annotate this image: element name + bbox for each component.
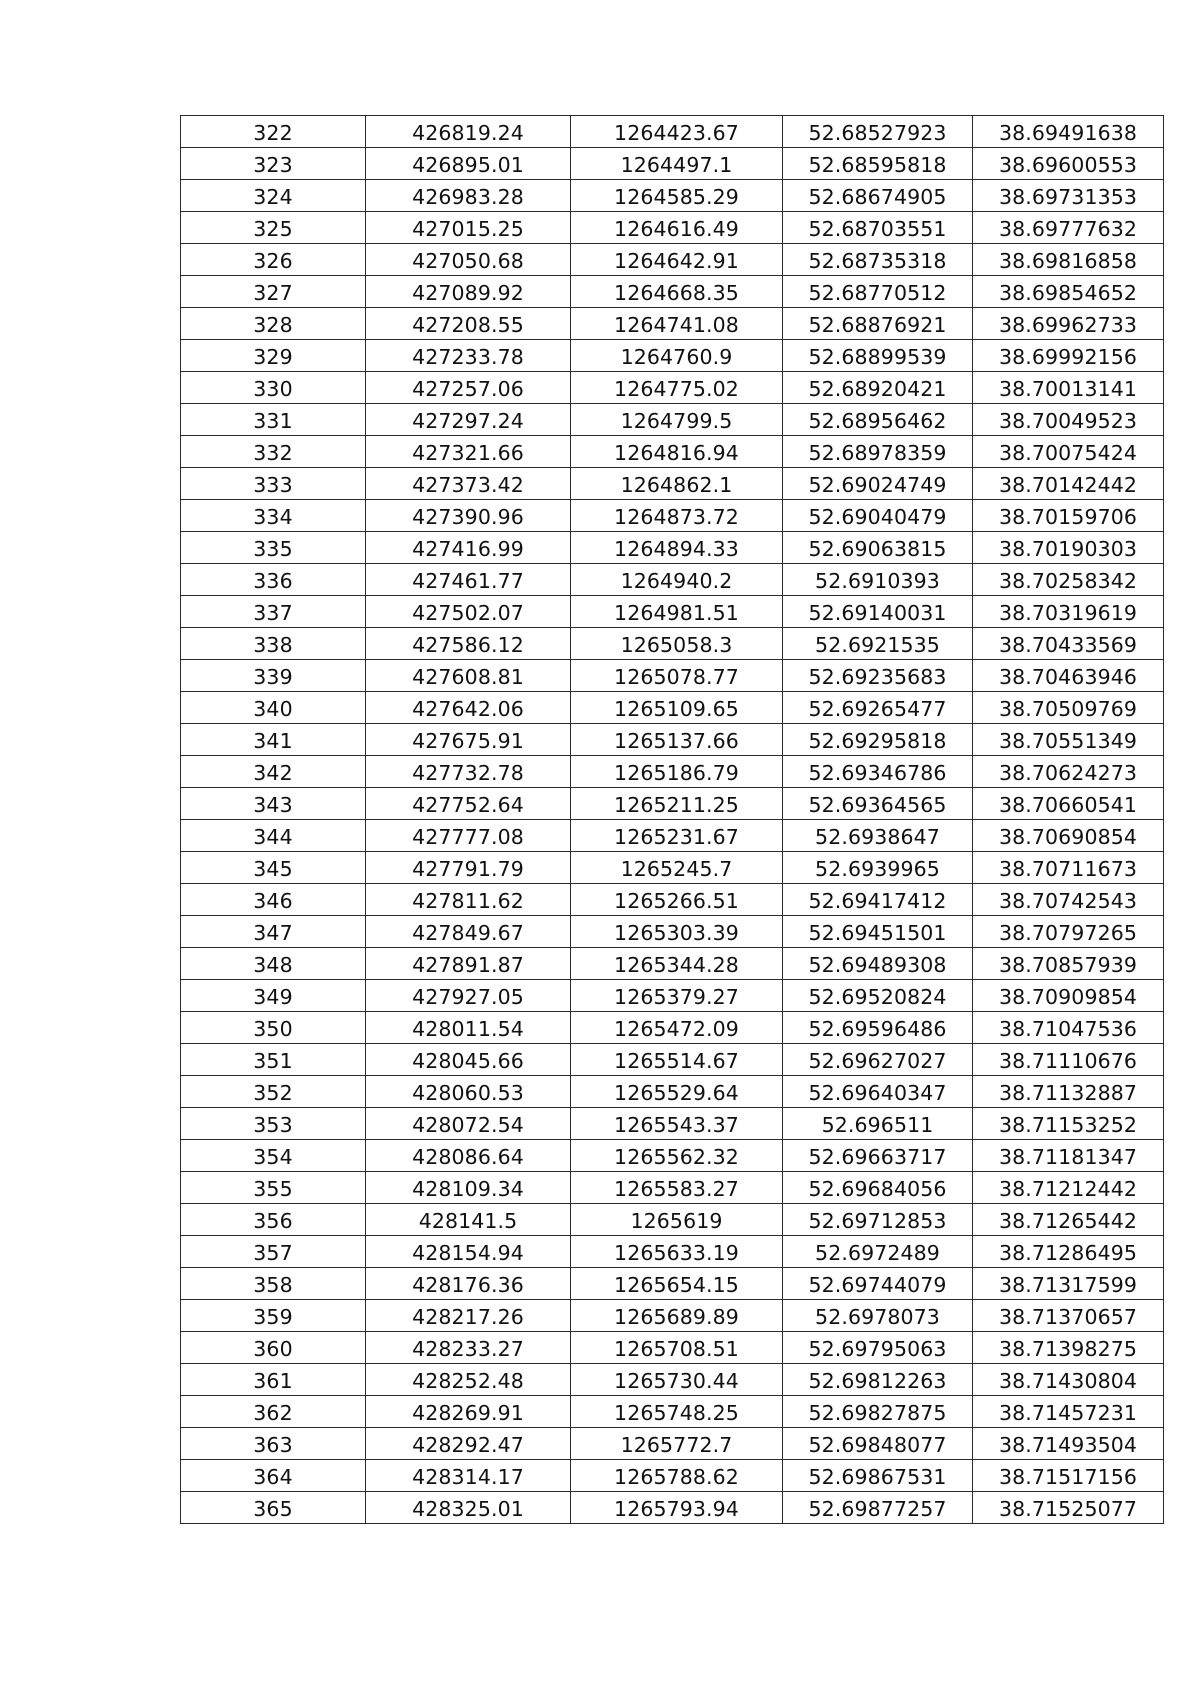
x-coordinate-cell: 427416.99 xyxy=(366,532,571,564)
y-coordinate-cell: 1264940.2 xyxy=(571,564,783,596)
y-coordinate-cell: 1265245.7 xyxy=(571,852,783,884)
point-number-cell: 356 xyxy=(181,1204,366,1236)
longitude-cell: 38.71493504 xyxy=(973,1428,1164,1460)
x-coordinate-cell: 427502.07 xyxy=(366,596,571,628)
point-number-cell: 332 xyxy=(181,436,366,468)
point-number-cell: 350 xyxy=(181,1012,366,1044)
latitude-cell: 52.68956462 xyxy=(783,404,973,436)
latitude-cell: 52.68770512 xyxy=(783,276,973,308)
point-number-cell: 360 xyxy=(181,1332,366,1364)
y-coordinate-cell: 1265078.77 xyxy=(571,660,783,692)
table-row xyxy=(181,1492,1164,1524)
y-coordinate-cell: 1265633.19 xyxy=(571,1236,783,1268)
table-row xyxy=(181,948,1164,980)
point-number-cell: 327 xyxy=(181,276,366,308)
y-coordinate-cell: 1265529.64 xyxy=(571,1076,783,1108)
longitude-cell: 38.70258342 xyxy=(973,564,1164,596)
y-coordinate-cell: 1265137.66 xyxy=(571,724,783,756)
x-coordinate-cell: 427373.42 xyxy=(366,468,571,500)
x-coordinate-cell: 427050.68 xyxy=(366,244,571,276)
table-row xyxy=(181,436,1164,468)
table-row xyxy=(181,468,1164,500)
table-row xyxy=(181,1204,1164,1236)
table-row xyxy=(181,884,1164,916)
latitude-cell: 52.69795063 xyxy=(783,1332,973,1364)
y-coordinate-cell: 1265109.65 xyxy=(571,692,783,724)
point-number-cell: 331 xyxy=(181,404,366,436)
point-number-cell: 335 xyxy=(181,532,366,564)
latitude-cell: 52.69417412 xyxy=(783,884,973,916)
point-number-cell: 342 xyxy=(181,756,366,788)
y-coordinate-cell: 1265708.51 xyxy=(571,1332,783,1364)
y-coordinate-cell: 1265654.15 xyxy=(571,1268,783,1300)
latitude-cell: 52.68920421 xyxy=(783,372,973,404)
latitude-cell: 52.69848077 xyxy=(783,1428,973,1460)
longitude-cell: 38.69962733 xyxy=(973,308,1164,340)
point-number-cell: 361 xyxy=(181,1364,366,1396)
x-coordinate-cell: 427390.96 xyxy=(366,500,571,532)
table-row xyxy=(181,628,1164,660)
y-coordinate-cell: 1265730.44 xyxy=(571,1364,783,1396)
point-number-cell: 355 xyxy=(181,1172,366,1204)
x-coordinate-cell: 428154.94 xyxy=(366,1236,571,1268)
point-number-cell: 343 xyxy=(181,788,366,820)
latitude-cell: 52.68703551 xyxy=(783,212,973,244)
longitude-cell: 38.70433569 xyxy=(973,628,1164,660)
latitude-cell: 52.69140031 xyxy=(783,596,973,628)
table-row xyxy=(181,1268,1164,1300)
table-row xyxy=(181,692,1164,724)
x-coordinate-cell: 428314.17 xyxy=(366,1460,571,1492)
longitude-cell: 38.70190303 xyxy=(973,532,1164,564)
point-number-cell: 358 xyxy=(181,1268,366,1300)
table-row xyxy=(181,756,1164,788)
y-coordinate-cell: 1265379.27 xyxy=(571,980,783,1012)
x-coordinate-cell: 427732.78 xyxy=(366,756,571,788)
y-coordinate-cell: 1265772.7 xyxy=(571,1428,783,1460)
point-number-cell: 347 xyxy=(181,916,366,948)
table-row xyxy=(181,1460,1164,1492)
point-number-cell: 348 xyxy=(181,948,366,980)
table-row xyxy=(181,788,1164,820)
x-coordinate-cell: 428325.01 xyxy=(366,1492,571,1524)
point-number-cell: 334 xyxy=(181,500,366,532)
latitude-cell: 52.69265477 xyxy=(783,692,973,724)
x-coordinate-cell: 427321.66 xyxy=(366,436,571,468)
x-coordinate-cell: 427015.25 xyxy=(366,212,571,244)
latitude-cell: 52.69364565 xyxy=(783,788,973,820)
table-row xyxy=(181,596,1164,628)
point-number-cell: 352 xyxy=(181,1076,366,1108)
longitude-cell: 38.71457231 xyxy=(973,1396,1164,1428)
point-number-cell: 362 xyxy=(181,1396,366,1428)
point-number-cell: 323 xyxy=(181,148,366,180)
y-coordinate-cell: 1265058.3 xyxy=(571,628,783,660)
x-coordinate-cell: 427089.92 xyxy=(366,276,571,308)
table-row xyxy=(181,244,1164,276)
table-row xyxy=(181,852,1164,884)
point-number-cell: 324 xyxy=(181,180,366,212)
longitude-cell: 38.69600553 xyxy=(973,148,1164,180)
table-row xyxy=(181,340,1164,372)
point-number-cell: 328 xyxy=(181,308,366,340)
y-coordinate-cell: 1264616.49 xyxy=(571,212,783,244)
longitude-cell: 38.70463946 xyxy=(973,660,1164,692)
x-coordinate-cell: 427257.06 xyxy=(366,372,571,404)
latitude-cell: 52.69684056 xyxy=(783,1172,973,1204)
x-coordinate-cell: 428141.5 xyxy=(366,1204,571,1236)
x-coordinate-cell: 426895.01 xyxy=(366,148,571,180)
y-coordinate-cell: 1264981.51 xyxy=(571,596,783,628)
table-row xyxy=(181,724,1164,756)
longitude-cell: 38.71317599 xyxy=(973,1268,1164,1300)
table-row xyxy=(181,116,1164,148)
y-coordinate-cell: 1265562.32 xyxy=(571,1140,783,1172)
y-coordinate-cell: 1264741.08 xyxy=(571,308,783,340)
y-coordinate-cell: 1265788.62 xyxy=(571,1460,783,1492)
longitude-cell: 38.70509769 xyxy=(973,692,1164,724)
y-coordinate-cell: 1265186.79 xyxy=(571,756,783,788)
x-coordinate-cell: 428233.27 xyxy=(366,1332,571,1364)
latitude-cell: 52.69520824 xyxy=(783,980,973,1012)
longitude-cell: 38.71517156 xyxy=(973,1460,1164,1492)
longitude-cell: 38.71430804 xyxy=(973,1364,1164,1396)
x-coordinate-cell: 427208.55 xyxy=(366,308,571,340)
x-coordinate-cell: 426983.28 xyxy=(366,180,571,212)
y-coordinate-cell: 1264423.67 xyxy=(571,116,783,148)
y-coordinate-cell: 1264816.94 xyxy=(571,436,783,468)
point-number-cell: 364 xyxy=(181,1460,366,1492)
x-coordinate-cell: 428217.26 xyxy=(366,1300,571,1332)
latitude-cell: 52.68978359 xyxy=(783,436,973,468)
latitude-cell: 52.696511 xyxy=(783,1108,973,1140)
table-row xyxy=(181,404,1164,436)
table-row xyxy=(181,1140,1164,1172)
table-row xyxy=(181,1396,1164,1428)
latitude-cell: 52.68876921 xyxy=(783,308,973,340)
longitude-cell: 38.70711673 xyxy=(973,852,1164,884)
longitude-cell: 38.70049523 xyxy=(973,404,1164,436)
latitude-cell: 52.69235683 xyxy=(783,660,973,692)
longitude-cell: 38.71212442 xyxy=(973,1172,1164,1204)
table-row xyxy=(181,916,1164,948)
table-row xyxy=(181,1428,1164,1460)
x-coordinate-cell: 427233.78 xyxy=(366,340,571,372)
latitude-cell: 52.68899539 xyxy=(783,340,973,372)
x-coordinate-cell: 428176.36 xyxy=(366,1268,571,1300)
latitude-cell: 52.69877257 xyxy=(783,1492,973,1524)
y-coordinate-cell: 1265514.67 xyxy=(571,1044,783,1076)
table-row xyxy=(181,1076,1164,1108)
table-row xyxy=(181,276,1164,308)
point-number-cell: 329 xyxy=(181,340,366,372)
longitude-cell: 38.71265442 xyxy=(973,1204,1164,1236)
latitude-cell: 52.6921535 xyxy=(783,628,973,660)
latitude-cell: 52.6938647 xyxy=(783,820,973,852)
longitude-cell: 38.71110676 xyxy=(973,1044,1164,1076)
x-coordinate-cell: 427675.91 xyxy=(366,724,571,756)
latitude-cell: 52.69744079 xyxy=(783,1268,973,1300)
longitude-cell: 38.71153252 xyxy=(973,1108,1164,1140)
longitude-cell: 38.70319619 xyxy=(973,596,1164,628)
latitude-cell: 52.6939965 xyxy=(783,852,973,884)
x-coordinate-cell: 428292.47 xyxy=(366,1428,571,1460)
y-coordinate-cell: 1264642.91 xyxy=(571,244,783,276)
longitude-cell: 38.70624273 xyxy=(973,756,1164,788)
x-coordinate-cell: 428011.54 xyxy=(366,1012,571,1044)
longitude-cell: 38.69854652 xyxy=(973,276,1164,308)
longitude-cell: 38.71181347 xyxy=(973,1140,1164,1172)
latitude-cell: 52.69812263 xyxy=(783,1364,973,1396)
latitude-cell: 52.69063815 xyxy=(783,532,973,564)
x-coordinate-cell: 427297.24 xyxy=(366,404,571,436)
x-coordinate-cell: 428072.54 xyxy=(366,1108,571,1140)
table-row xyxy=(181,1108,1164,1140)
latitude-cell: 52.68527923 xyxy=(783,116,973,148)
x-coordinate-cell: 428269.91 xyxy=(366,1396,571,1428)
longitude-cell: 38.70660541 xyxy=(973,788,1164,820)
latitude-cell: 52.69489308 xyxy=(783,948,973,980)
latitude-cell: 52.69627027 xyxy=(783,1044,973,1076)
x-coordinate-cell: 427891.87 xyxy=(366,948,571,980)
x-coordinate-cell: 428045.66 xyxy=(366,1044,571,1076)
y-coordinate-cell: 1265748.25 xyxy=(571,1396,783,1428)
y-coordinate-cell: 1264668.35 xyxy=(571,276,783,308)
table-row xyxy=(181,1172,1164,1204)
x-coordinate-cell: 427777.08 xyxy=(366,820,571,852)
latitude-cell: 52.69867531 xyxy=(783,1460,973,1492)
table-row xyxy=(181,980,1164,1012)
point-number-cell: 340 xyxy=(181,692,366,724)
coordinates-table-body xyxy=(181,116,1164,1524)
y-coordinate-cell: 1264894.33 xyxy=(571,532,783,564)
y-coordinate-cell: 1265543.37 xyxy=(571,1108,783,1140)
point-number-cell: 322 xyxy=(181,116,366,148)
y-coordinate-cell: 1265619 xyxy=(571,1204,783,1236)
x-coordinate-cell: 428060.53 xyxy=(366,1076,571,1108)
table-row xyxy=(181,180,1164,212)
y-coordinate-cell: 1265303.39 xyxy=(571,916,783,948)
latitude-cell: 52.69024749 xyxy=(783,468,973,500)
longitude-cell: 38.69777632 xyxy=(973,212,1164,244)
longitude-cell: 38.71525077 xyxy=(973,1492,1164,1524)
point-number-cell: 336 xyxy=(181,564,366,596)
table-row xyxy=(181,500,1164,532)
longitude-cell: 38.70857939 xyxy=(973,948,1164,980)
latitude-cell: 52.69827875 xyxy=(783,1396,973,1428)
table-row xyxy=(181,1300,1164,1332)
table-row xyxy=(181,1012,1164,1044)
point-number-cell: 346 xyxy=(181,884,366,916)
longitude-cell: 38.69816858 xyxy=(973,244,1164,276)
point-number-cell: 333 xyxy=(181,468,366,500)
longitude-cell: 38.70742543 xyxy=(973,884,1164,916)
x-coordinate-cell: 427752.64 xyxy=(366,788,571,820)
x-coordinate-cell: 428086.64 xyxy=(366,1140,571,1172)
y-coordinate-cell: 1265793.94 xyxy=(571,1492,783,1524)
point-number-cell: 354 xyxy=(181,1140,366,1172)
point-number-cell: 338 xyxy=(181,628,366,660)
longitude-cell: 38.69491638 xyxy=(973,116,1164,148)
point-number-cell: 341 xyxy=(181,724,366,756)
table-row xyxy=(181,212,1164,244)
table-row xyxy=(181,308,1164,340)
x-coordinate-cell: 428109.34 xyxy=(366,1172,571,1204)
point-number-cell: 330 xyxy=(181,372,366,404)
y-coordinate-cell: 1265583.27 xyxy=(571,1172,783,1204)
point-number-cell: 359 xyxy=(181,1300,366,1332)
x-coordinate-cell: 427849.67 xyxy=(366,916,571,948)
point-number-cell: 337 xyxy=(181,596,366,628)
y-coordinate-cell: 1265689.89 xyxy=(571,1300,783,1332)
table-row xyxy=(181,1364,1164,1396)
y-coordinate-cell: 1265231.67 xyxy=(571,820,783,852)
longitude-cell: 38.71132887 xyxy=(973,1076,1164,1108)
table-row xyxy=(181,1044,1164,1076)
point-number-cell: 353 xyxy=(181,1108,366,1140)
y-coordinate-cell: 1264873.72 xyxy=(571,500,783,532)
longitude-cell: 38.70159706 xyxy=(973,500,1164,532)
longitude-cell: 38.70909854 xyxy=(973,980,1164,1012)
latitude-cell: 52.6978073 xyxy=(783,1300,973,1332)
table-row xyxy=(181,820,1164,852)
table-row xyxy=(181,660,1164,692)
table-row xyxy=(181,372,1164,404)
longitude-cell: 38.69731353 xyxy=(973,180,1164,212)
latitude-cell: 52.68595818 xyxy=(783,148,973,180)
x-coordinate-cell: 426819.24 xyxy=(366,116,571,148)
y-coordinate-cell: 1265211.25 xyxy=(571,788,783,820)
point-number-cell: 326 xyxy=(181,244,366,276)
point-number-cell: 345 xyxy=(181,852,366,884)
latitude-cell: 52.69663717 xyxy=(783,1140,973,1172)
point-number-cell: 344 xyxy=(181,820,366,852)
latitude-cell: 52.68735318 xyxy=(783,244,973,276)
latitude-cell: 52.69040479 xyxy=(783,500,973,532)
table-row xyxy=(181,1332,1164,1364)
x-coordinate-cell: 427811.62 xyxy=(366,884,571,916)
latitude-cell: 52.69596486 xyxy=(783,1012,973,1044)
y-coordinate-cell: 1264760.9 xyxy=(571,340,783,372)
x-coordinate-cell: 427586.12 xyxy=(366,628,571,660)
point-number-cell: 363 xyxy=(181,1428,366,1460)
longitude-cell: 38.70797265 xyxy=(973,916,1164,948)
longitude-cell: 38.71370657 xyxy=(973,1300,1164,1332)
longitude-cell: 38.70142442 xyxy=(973,468,1164,500)
table-row xyxy=(181,148,1164,180)
y-coordinate-cell: 1265472.09 xyxy=(571,1012,783,1044)
y-coordinate-cell: 1264799.5 xyxy=(571,404,783,436)
point-number-cell: 339 xyxy=(181,660,366,692)
x-coordinate-cell: 427642.06 xyxy=(366,692,571,724)
y-coordinate-cell: 1264775.02 xyxy=(571,372,783,404)
longitude-cell: 38.71398275 xyxy=(973,1332,1164,1364)
longitude-cell: 38.70013141 xyxy=(973,372,1164,404)
point-number-cell: 365 xyxy=(181,1492,366,1524)
x-coordinate-cell: 427461.77 xyxy=(366,564,571,596)
latitude-cell: 52.69712853 xyxy=(783,1204,973,1236)
y-coordinate-cell: 1265344.28 xyxy=(571,948,783,980)
latitude-cell: 52.69346786 xyxy=(783,756,973,788)
longitude-cell: 38.70690854 xyxy=(973,820,1164,852)
longitude-cell: 38.70551349 xyxy=(973,724,1164,756)
y-coordinate-cell: 1264497.1 xyxy=(571,148,783,180)
table-row xyxy=(181,564,1164,596)
longitude-cell: 38.70075424 xyxy=(973,436,1164,468)
y-coordinate-cell: 1264585.29 xyxy=(571,180,783,212)
x-coordinate-cell: 427791.79 xyxy=(366,852,571,884)
latitude-cell: 52.69295818 xyxy=(783,724,973,756)
x-coordinate-cell: 427608.81 xyxy=(366,660,571,692)
latitude-cell: 52.6910393 xyxy=(783,564,973,596)
latitude-cell: 52.69451501 xyxy=(783,916,973,948)
x-coordinate-cell: 427927.05 xyxy=(366,980,571,1012)
latitude-cell: 52.69640347 xyxy=(783,1076,973,1108)
y-coordinate-cell: 1265266.51 xyxy=(571,884,783,916)
coordinates-table xyxy=(180,115,1164,1524)
y-coordinate-cell: 1264862.1 xyxy=(571,468,783,500)
longitude-cell: 38.69992156 xyxy=(973,340,1164,372)
table-row xyxy=(181,1236,1164,1268)
latitude-cell: 52.68674905 xyxy=(783,180,973,212)
latitude-cell: 52.6972489 xyxy=(783,1236,973,1268)
longitude-cell: 38.71047536 xyxy=(973,1012,1164,1044)
x-coordinate-cell: 428252.48 xyxy=(366,1364,571,1396)
longitude-cell: 38.71286495 xyxy=(973,1236,1164,1268)
point-number-cell: 351 xyxy=(181,1044,366,1076)
table-row xyxy=(181,532,1164,564)
point-number-cell: 349 xyxy=(181,980,366,1012)
point-number-cell: 325 xyxy=(181,212,366,244)
point-number-cell: 357 xyxy=(181,1236,366,1268)
